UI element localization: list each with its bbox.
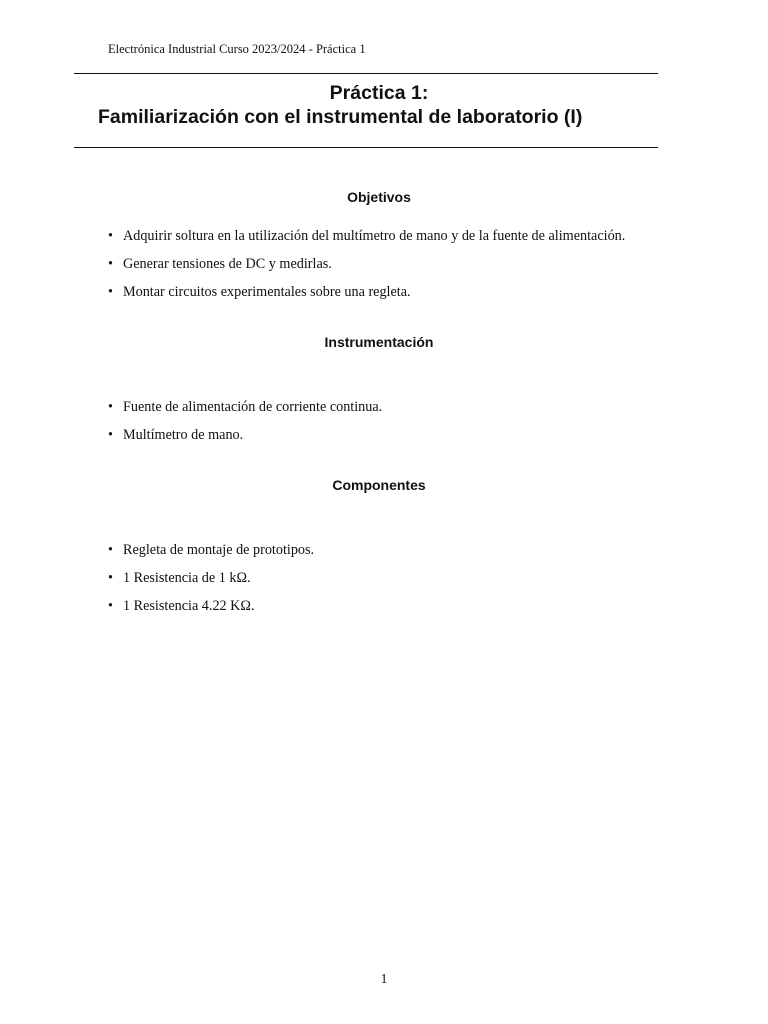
page-title-line-2: Familiarización con el instrumental de laboratorio (I) [98,106,583,128]
list-item [108,398,382,416]
list-item-text: Generar tensiones de DC y medirlas. [123,256,332,272]
list-item [108,597,314,615]
title-top-rule [74,73,658,74]
list-item-text: Fuente de alimentación de corriente continua. [123,399,383,415]
section-heading-componentes: Componentes [332,477,426,493]
list-item-text: Montar circuitos experimentales sobre una regleta. [123,284,411,300]
running-header: Electrónica Industrial Curso 2023/2024 - Práctica 1 [108,42,366,56]
list-item-text: Multímetro de mano. [123,427,244,443]
section-heading-instrumentacion: Instrumentación [324,334,434,350]
bullet-icon: • [108,256,113,272]
page-number: 1 [380,971,388,986]
list-item [108,569,314,587]
bullet-icon: • [108,228,113,244]
list-item-text: 1 Resistencia 4.22 KΩ. [123,598,255,614]
section-heading-objetivos: Objetivos [347,189,411,205]
list-item [108,541,314,559]
list-item [108,255,625,273]
page-title-line-1: Práctica 1: [329,82,429,104]
list-item [108,283,625,301]
list-item [108,227,625,245]
list-item-text: Adquirir soltura en la utilización del multímetro de mano y de la fuente de alimentación. [123,228,626,244]
title-bottom-rule [74,147,658,148]
instrumentacion-list [108,398,382,454]
list-item-text: 1 Resistencia de 1 kΩ. [123,570,251,586]
objetivos-list [108,227,625,311]
bullet-icon: • [108,284,113,300]
bullet-icon: • [108,399,113,415]
bullet-icon: • [108,598,113,614]
bullet-icon: • [108,570,113,586]
bullet-icon: • [108,427,113,443]
list-item [108,426,382,444]
list-item-text: Regleta de montaje de prototipos. [123,542,315,558]
bullet-icon: • [108,542,113,558]
componentes-list [108,541,314,625]
